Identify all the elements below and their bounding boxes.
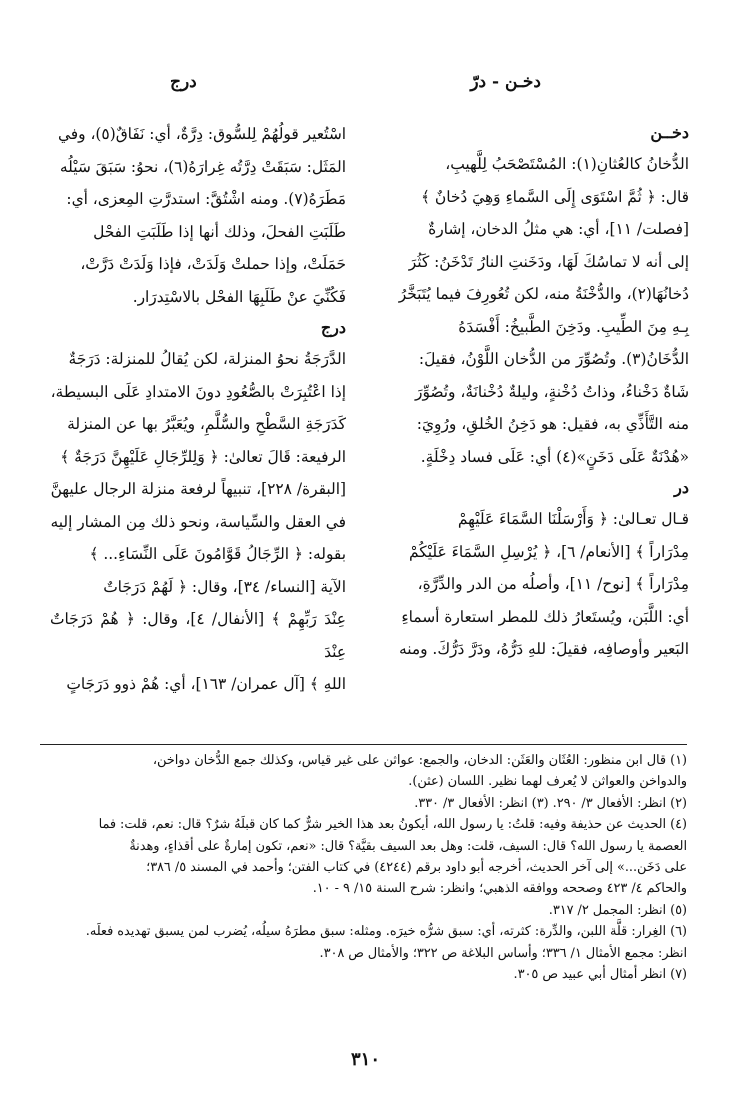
entry-head-daraj: درج [320, 318, 346, 337]
text-line: الدَّرَجَةُ نحوُ المنزلة، لكن يُقالُ للمنزلة: دَرَجَةٌ [68, 350, 346, 368]
text-line: الدُّخَانُ(٣). وتُصُوِّرَ من الدُّخان اللَّوْنُ، فقيلَ: [418, 350, 689, 368]
footnotes [40, 750, 687, 985]
text-line: دُخانُهَا(٢)، والدُّخْنَةُ منه، لكن تُعُورِفَ فيما يُتَبَخَّرُ [398, 285, 689, 303]
page-number: ٣١٠ [350, 1049, 380, 1070]
footnote-line: (٦) الغِرار: قلَّة اللبن، والدِّرة: كثرته، أي: سبق شرُّه خيرَه. ومثله: سبق مطرَهُ سيلُه، يُضرب لمن يسبق تهديده فعلَه. [85, 924, 687, 940]
text-line: في العقل والسِّياسة، ونحو ذلك مِن المشار إليه [50, 512, 346, 531]
text-line: إلى أنه لا تماسُكَ لَهَا، ودَخَنتِ النارُ تَدْخَنُ: كَثُرَ [408, 252, 689, 271]
text-line: مِدْرَاراً ﴾ [الأنعام/ ٦]، ﴿ يُرْسِلِ السَّمَاءَ عَلَيْكُمْ [409, 542, 689, 561]
footnote-line: (١) قال ابن منظور: العُثَان والعَثَن: الدخان، والجمع: عواثن على غير قياس، وكذلك جمع الدُّخان دواخن، [152, 753, 687, 768]
footnote-line: والحاكم ٤/ ٤٢٣ وصححه ووافقه الذهبي؛ وانظر: شرح السنة ١٥/ ٩ - ١٠. [312, 881, 687, 897]
entry-head-dukhan: دخــن [650, 123, 689, 142]
text-line: حَمَلَتْ، وإذا حملتْ وَلَدَتْ، فإذا وَلَدَتْ دَرَّتْ، [80, 255, 346, 273]
text-line: كَدَرَجَةِ السَّطْحِ والسُّلَّمِ، ويُعَبَّرُ بها عن المنزلة [67, 415, 346, 433]
text-line: شَاةٌ دَخْناءُ، وذاتُ دُخْنةٍ، وليلةٌ دُخْنانَةٌ، وتُصُوِّرَ [415, 382, 689, 401]
footnote-line: والدواخن والعواثن لا يُعرف لهما نظير. اللسان (عثن). [408, 774, 687, 790]
text-line: أي: اللَّبَن، ويُستَعارُ ذلك للمطر استعارة أسماءِ [401, 607, 689, 626]
text-line: طَلَبَتِ الفحلَ، وذلك أنها إذا طَلَبَتِ الفحْل [93, 222, 346, 241]
text-line: عِنْدَ رَبِّهِمْ ﴾ [الأنفال/ ٤]، وقال: ﴿ هُمْ دَرَجَاتٌ عِنْدَ [50, 610, 346, 661]
footnote-line: (٧) انظر أمثال أبي عبيد ص ٣٠٥. [513, 967, 687, 983]
text-line: اسْتُعير قولُهُمْ لِلسُّوق: دِرَّةٌ، أي: نَفَاقٌ(٥)، وفي [57, 125, 346, 143]
text-line: الرفيعة: قَالَ تعالىٰ: ﴿ وَلِلرِّجَالِ عَلَيْهِنَّ دَرَجَةٌ ﴾ [60, 447, 346, 466]
footnote-line: انظر: مجمع الأمثال ١/ ٣٣٦؛ وأساس البلاغة ص ٣٢٢؛ والأمثال ص ٣٠٨. [319, 945, 687, 961]
header-left-title: درج [170, 72, 197, 92]
footnote-divider [40, 744, 687, 745]
footnote-line: (٢) انظر: الأفعال ٣/ ٢٩٠. (٣) انظر: الأفعال ٣/ ٣٣٠. [414, 795, 687, 811]
text-line: [البقرة/ ٢٢٨]، تنبيهاً لرفعة منزلة الرجال عليهنَّ [50, 480, 346, 498]
entry-head-darr: در [674, 478, 689, 497]
text-line: البَعير وأوصافِه، فقيلَ: للهِ دَرُّهُ، ودَرَّ دَرُّكَ. ومنه [398, 640, 689, 658]
text-line: بقوله: ﴿ الرِّجَالُ قَوَّامُونَ عَلَى النِّسَاءِ... ﴾ [89, 545, 346, 563]
text-line: [فصلت/ ١١]، أي: هي مثلُ الدخان، إشارةٌ [428, 220, 689, 238]
text-line: «هُدْنَةٌ عَلَى دَخَنٍ»(٤) أي: عَلَى فساد دِخْلَةٍ. [420, 447, 689, 466]
left-column [50, 118, 346, 701]
text-line: الدُّخانُ كالعُثانِ(١): المُسْتَصْحَبُ لِلَّهيبِ، [445, 155, 689, 173]
text-line: بِـهِ مِنَ الطِّيبِ. ودَخِنَ الطَّبيخُ: أَفْسَدَهُ [458, 317, 689, 336]
text-line: منه التَّأَذِّي به، فقيل: هو دَخِنُ الخُلقِ، ورُوِيَ: [416, 415, 689, 433]
footnote-line: العصمة يا رسول الله؟ قال: السيف، قلت: وهل بعد السيف بقيَّة؟ قال: «نعم، تكون إمارةٌ على أقذاءٍ، وهدنةٌ [129, 838, 687, 854]
text-line: قال: ﴿ ثُمَّ اسْتَوَى إِلَى السَّماءِ وَهِيَ دُخانٌ ﴾ [421, 187, 689, 206]
text-line: إذا اعْتُبِرَتْ بالصُّعُودِ دونَ الامتدادِ عَلَى البسيطة، [50, 382, 346, 401]
text-line: اللهِ ﴾ [آل عمران/ ١٦٣]، أي: هُمْ ذوو دَرَجَاتٍ [66, 675, 346, 693]
text-line: الآية [النساء/ ٣٤]، وقال: ﴿ لَهُمْ دَرَجَاتٌ [103, 577, 346, 596]
text-line: قـال تعـالىٰ: ﴿ وَأَرْسَلْنَا السَّمَاءَ عَلَيْهِمْ [457, 510, 689, 528]
text-line: فَكُنِّيَ عنْ طَلَبِهَا الفحْل بالاسْتِدرَار. [132, 287, 346, 306]
text-line: مَطَرَهُ(٧). ومنه اشْتُقَّ: استدرَّتِ المِعزى، أي: [66, 190, 346, 208]
header-right-title: دخـن - درّ [470, 72, 541, 92]
text-line: مِدْرَاراً ﴾ [نوح/ ١١]، وأصلُه من الدر والدِّرَّةِ، [417, 575, 689, 593]
right-column [393, 118, 689, 666]
footnote-line: (٤) الحديث عن حذيفة وفيه: قلتُ: يا رسول الله، أيكونُ بعد هذا الخير شرٌّ كما كان قبلَهُ شرٌ؟ قال: نعم، قلت: فما [98, 817, 687, 833]
footnote-line: على دَخَن...» إلى آخر الحديث، أخرجه أبو داود برقم (٤٢٤٤) في كتاب الفتن؛ وأحمد في المسند ٥/ ٣٨٦؛ [146, 860, 687, 876]
footnote-line: (٥) انظر: المجمل ٢/ ٣١٧. [548, 902, 687, 918]
running-header [40, 72, 691, 102]
text-line: المَثَل: سَبَقَتْ دِرَّتُه غِرارَهُ(٦)، نحوُ: سَبَقَ سَيْلُه [59, 157, 346, 176]
